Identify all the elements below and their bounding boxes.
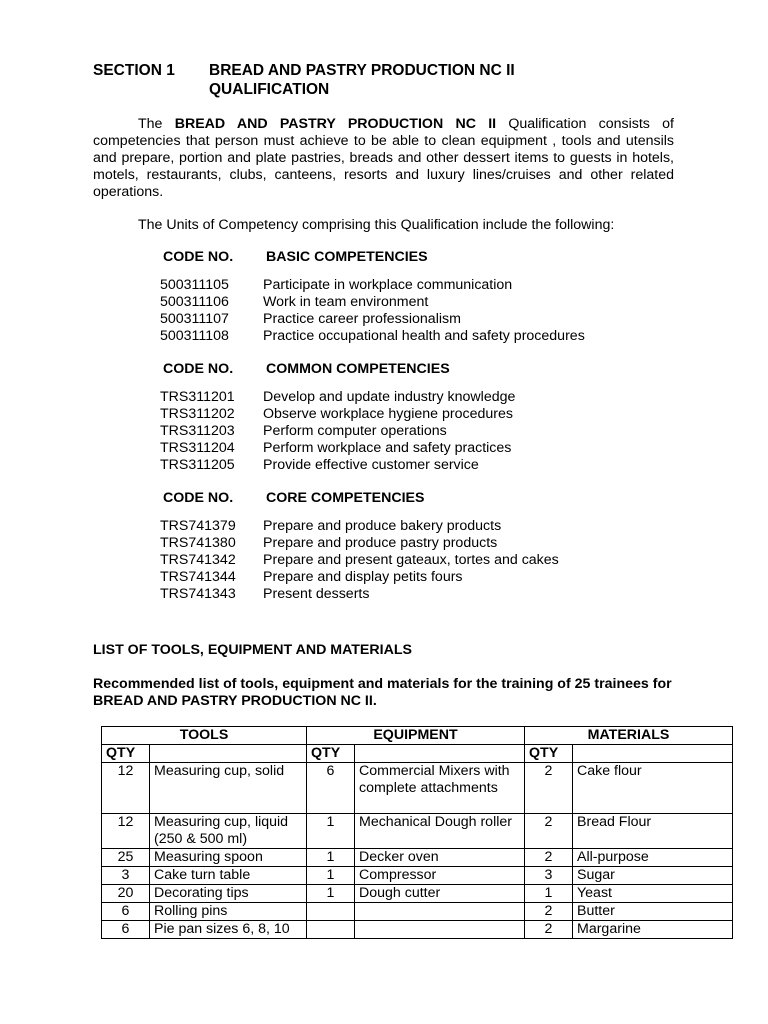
competency-name: Prepare and present gateaux, tortes and cakes (263, 552, 559, 568)
competency-name: Perform computer operations (263, 423, 447, 439)
equipment-qty: 1 (307, 867, 355, 885)
code-no-label: CODE NO. (163, 490, 234, 506)
material-name: Butter (573, 903, 733, 921)
tool-name: Decorating tips (150, 885, 307, 903)
competency-row (160, 586, 559, 603)
intro-paragraph (93, 116, 674, 201)
tool-qty: 6 (102, 903, 150, 921)
material-qty: 2 (525, 849, 573, 867)
equipment-qty: 1 (307, 849, 355, 867)
material-name: All-purpose (573, 849, 733, 867)
core-competencies-header (160, 490, 559, 507)
basic-competencies-title: BASIC COMPETENCIES (266, 249, 428, 265)
table-row (102, 867, 733, 885)
tool-qty: 12 (102, 814, 150, 849)
competency-code: TRS741343 (160, 586, 236, 602)
tool-name: Pie pan sizes 6, 8, 10 (150, 921, 307, 939)
code-no-label: CODE NO. (163, 361, 234, 377)
section-title-line2: QUALIFICATION (209, 81, 330, 98)
material-name: Cake flour (573, 763, 733, 814)
intro-body: Qualification consists of competencies that person must achieve to be able to clean equipment , tools and utensils and prepare, portion and plate pastries, breads and other dessert items to guests in hotels, motels, restaurants, clubs, canteens, resorts and luxury lines/cruises and other related operations. (93, 116, 674, 200)
competency-code: TRS311201 (160, 389, 235, 405)
table-row (102, 903, 733, 921)
competency-code: TRS741342 (160, 552, 236, 568)
qty-header: QTY (102, 745, 150, 763)
competency-code: TRS311204 (160, 440, 235, 456)
competency-name: Practice career professionalism (263, 311, 461, 327)
competency-name: Develop and update industry knowledge (263, 389, 516, 405)
core-competencies-title: CORE COMPETENCIES (266, 490, 425, 506)
competency-row (160, 518, 559, 535)
competency-code: TRS311203 (160, 423, 235, 439)
material-name: Bread Flour (573, 814, 733, 849)
basic-competencies (160, 249, 585, 345)
competency-code: TRS311205 (160, 457, 235, 473)
tool-name: Measuring cup, liquid (250 & 500 ml) (150, 814, 307, 849)
competency-code: TRS741344 (160, 569, 236, 585)
tool-qty: 6 (102, 921, 150, 939)
table-row (102, 849, 733, 867)
basic-competencies-list (160, 277, 585, 345)
tool-qty: 20 (102, 885, 150, 903)
section-title-line1: BREAD AND PASTRY PRODUCTION NC II (209, 62, 515, 79)
equipment-name (355, 921, 525, 939)
material-qty: 3 (525, 867, 573, 885)
competency-row (160, 552, 559, 569)
competency-row (160, 311, 585, 328)
equipment-qty: 6 (307, 763, 355, 814)
qty-header: QTY (525, 745, 573, 763)
competency-code: 500311106 (160, 294, 229, 310)
empty-cell (573, 745, 733, 763)
competency-name: Prepare and produce pastry products (263, 535, 498, 551)
material-qty: 2 (525, 814, 573, 849)
competency-name: Practice occupational health and safety procedures (263, 328, 585, 344)
code-no-label: CODE NO. (163, 249, 234, 265)
tool-name: Measuring cup, solid (150, 763, 307, 814)
competency-code: TRS741379 (160, 518, 236, 534)
materials-header: MATERIALS (525, 727, 733, 745)
section-number: SECTION 1 (93, 62, 175, 79)
equipment-name: Decker oven (355, 849, 525, 867)
competency-code: TRS741380 (160, 535, 236, 551)
material-name: Margarine (573, 921, 733, 939)
competency-row (160, 535, 559, 552)
tool-qty: 25 (102, 849, 150, 867)
equipment-qty (307, 921, 355, 939)
competency-name: Participate in workplace communication (263, 277, 513, 293)
competency-name: Prepare and display petits fours (263, 569, 463, 585)
tool-name: Rolling pins (150, 903, 307, 921)
competency-name: Provide effective customer service (263, 457, 479, 473)
competency-row (160, 389, 515, 406)
material-name: Yeast (573, 885, 733, 903)
equipment-name: Compressor (355, 867, 525, 885)
equipment-name: Commercial Mixers with complete attachments (355, 763, 525, 814)
tools-header: TOOLS (102, 727, 307, 745)
competency-row (160, 277, 585, 294)
material-qty: 2 (525, 903, 573, 921)
intro-qualification-name: BREAD AND PASTRY PRODUCTION NC II (174, 116, 497, 132)
tool-name: Measuring spoon (150, 849, 307, 867)
common-competencies-title: COMMON COMPETENCIES (266, 361, 450, 377)
empty-cell (150, 745, 307, 763)
common-competencies (160, 361, 515, 474)
core-competencies-list (160, 518, 559, 603)
competency-row (160, 440, 515, 457)
competency-code: 500311105 (160, 277, 229, 293)
competency-row (160, 569, 559, 586)
competency-row (160, 457, 515, 474)
competency-name: Prepare and produce bakery products (263, 518, 502, 534)
table-row (102, 885, 733, 903)
common-competencies-header (160, 361, 515, 378)
list-heading: LIST OF TOOLS, EQUIPMENT AND MATERIALS (93, 642, 412, 658)
equipment-qty: 1 (307, 814, 355, 849)
competency-code: 500311107 (160, 311, 229, 327)
tool-qty: 12 (102, 763, 150, 814)
units-intro: The Units of Competency comprising this Qualification include the following: (138, 217, 615, 233)
competency-code: 500311108 (160, 328, 229, 344)
equipment-name (355, 903, 525, 921)
tool-qty: 3 (102, 867, 150, 885)
core-competencies (160, 490, 559, 603)
material-name: Sugar (573, 867, 733, 885)
common-competencies-list (160, 389, 515, 474)
competency-name: Present desserts (263, 586, 370, 602)
competency-row (160, 294, 585, 311)
equipment-header: EQUIPMENT (307, 727, 525, 745)
competency-name: Observe workplace hygiene procedures (263, 406, 513, 422)
competency-row (160, 328, 585, 345)
qty-header: QTY (307, 745, 355, 763)
equipment-qty: 1 (307, 885, 355, 903)
competency-code: TRS311202 (160, 406, 235, 422)
recommended-heading: Recommended list of tools, equipment and materials for the training of 25 trainees for BREAD AND PASTRY PRODUCTION NC II. (93, 676, 672, 709)
table-row (102, 921, 733, 939)
table-row (102, 814, 733, 849)
competency-row (160, 406, 515, 423)
table-header-row (102, 727, 733, 745)
material-qty: 2 (525, 763, 573, 814)
competency-name: Work in team environment (263, 294, 429, 310)
competency-name: Perform workplace and safety practices (263, 440, 512, 456)
table-row (102, 763, 733, 814)
equipment-qty (307, 903, 355, 921)
empty-cell (355, 745, 525, 763)
material-qty: 2 (525, 921, 573, 939)
section-title (93, 61, 515, 99)
equipment-name: Dough cutter (355, 885, 525, 903)
qty-header-row (102, 745, 733, 763)
intro-lead: The (138, 116, 175, 132)
basic-competencies-header (160, 249, 585, 266)
competency-row (160, 423, 515, 440)
equipment-name: Mechanical Dough roller (355, 814, 525, 849)
tools-equipment-materials-table (101, 726, 733, 939)
tool-name: Cake turn table (150, 867, 307, 885)
material-qty: 1 (525, 885, 573, 903)
